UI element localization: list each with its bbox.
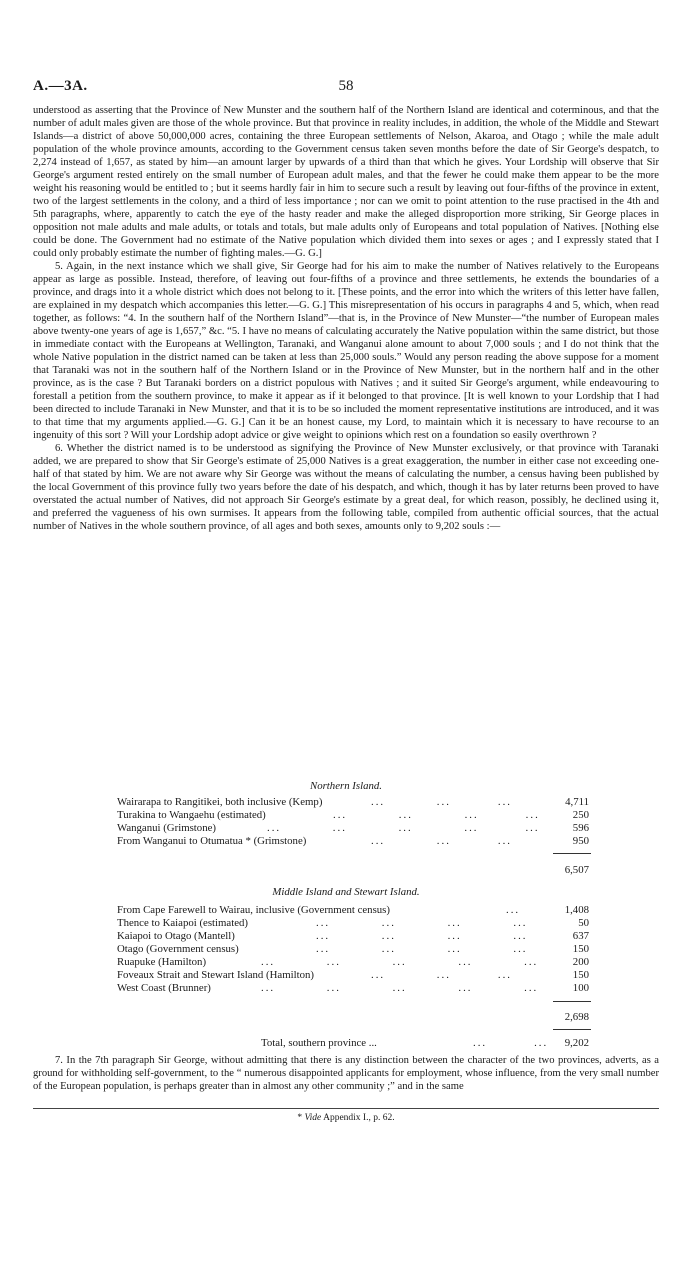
row-label: Wairarapa to Rangitikei, both inclusive (Kemp) xyxy=(117,796,323,808)
footnote-rule xyxy=(33,1108,659,1109)
section-heading-middle: Middle Island and Stewart Island. xyxy=(272,886,420,898)
subtotal-row xyxy=(33,864,659,878)
subtotal-row xyxy=(33,1011,659,1025)
document-page xyxy=(33,0,659,1267)
subtotal-rule xyxy=(553,1001,591,1002)
row-label: Wanganui (Grimstone) xyxy=(117,822,216,834)
footnote-vide: Vide xyxy=(304,1113,322,1123)
row-label: Foveaux Strait and Stewart Island (Hamilton) xyxy=(117,969,315,981)
section-heading-northern: Northern Island. xyxy=(310,780,382,792)
table-row: Ruapuke (Hamilton) ... ... ... ... ... 200 xyxy=(117,956,589,968)
paragraph-continued: understood as asserting that the Province of New Munster and the southern half of the Northern Island are identical and coterminous, and that the number of adult males given are those of the whole province. But that province in reality includes, in addition, the whole of the Middle and Stewart Islands—a district of above 50,000,000 acres, containing the three European settlements of Nelson, Akaroa, and Otago ; while the male adult population of the whole province amounts, according to the Government census taken seven months before the date of Sir George's despatch, to 2,274 instead of 1,657, as stated by him—an amount larger by upwards of a third than that which he gives. Your Lordship will observe that Sir George's argument rested entirely on the small number of European adult males, and that the fewer he could make them appear to be the more weight his reasoning would be entitled to ; but it seems hardly fair in him to secure such a result by leaving out four-fifths of the province in extent, two of the largest settlements in the colony, and a third of less importance ; nor can we omit to point attention to the ruse practised in the 4th and 5th paragraphs, where, apparently to catch the eye of the hasty reader and make the alleged disproportion more striking, Sir George places in opposition not male adults and male adults, or totals and totals, but male adults only of Europeans and total population of Natives. [Nothing else could be done. The Government had no estimate of the Native population which divided them into sexes or ages ; and I expressly stated that I could only probably estimate the number of fighting males.—G. G.] xyxy=(33,105,659,259)
subtotal-northern: 6,507 xyxy=(564,864,589,876)
table-row: Wairarapa to Rangitikei, both inclusive (Kemp) ... ... ... 4,711 xyxy=(117,796,589,808)
paragraph-7-text: 7. In the 7th paragraph Sir George, without admitting that there is any distinction between the character of the two provinces, adverts, as a ground for withholding self-government, to the “ numerous disappointed applicants for employment, whose influence, from the very small number of the European population, is perhaps greater than in almost any other community ;” and in the same xyxy=(33,1055,659,1092)
table-row: Otago (Government census) ... ... ... ... 150 xyxy=(117,943,589,955)
row-value: 950 xyxy=(572,835,589,847)
row-value: 200 xyxy=(572,956,589,968)
row-value: 100 xyxy=(572,982,589,994)
document-code: A.—3A. xyxy=(33,78,88,94)
table-row: From Wanganui to Otumatua * (Grimstone) ... ... ... 950 xyxy=(117,835,589,847)
row-label: From Wanganui to Otumatua * (Grimstone) xyxy=(117,835,307,847)
paragraph-5: 5. Again, in the next instance which we shall give, Sir George had for his aim to make the number of Natives relatively to the Europeans appear as large as possible. Instead, therefore, of leaving out four-fifths of a province and three settlements, he extends the boundaries of a province, and drags into it a whole district which does not belong to it. [These points, and the error into which the writers of this letter have fallen, are explained in my despatch which accompanies this letter.—G. G.] This misrepresentation of his occurs in paragraphs 4 and 5, which, when read together, as follows: “4. In the southern half of the Northern Island”—that is, in the Province of New Munster—“the number of European males above twenty-one years of age is 1,657,” &c. “5. I have no means of calculating accurately the Native population within the same district, but those in immediate contact with the Europeans at Wellington, Taranaki, and Wanganui alone amount to about 7,000 souls ; and I do not think that the whole Native population in the district named can be taken at less than 25,000 souls.” Would any person reading the above suppose for a moment that Taranaki was not in the southern half of the Northern Island or in the Province of New Munster, but in the northern half and in the other province, as is the case ? But Taranaki borders on a district populous with Natives ; and it suited Sir George's argument, while endeavouring to forestall a petition from the southern province, to make it appear as if it belonged to that province. [It is well known to your Lordship that I had been directed to include Taranaki in New Munster, and that it is to be so included the moment representative institutions are introduced, and it was to that time that my arguments applied.—G. G.] Can it be an honest cause, my Lord, to maintain which it is necessary to have recourse to an ingenuity of this sort ? Will your Lordship adopt advice or give weight to opinions which rest on a foundation so easily overthrown ? xyxy=(33,261,659,441)
table-row: West Coast (Brunner) ... ... ... ... ... 100 xyxy=(117,982,589,994)
table-row: Wanganui (Grimstone) ... ... ... ... ... 596 xyxy=(117,822,589,834)
page-header xyxy=(33,78,659,98)
subtotal-rule xyxy=(553,853,591,854)
table-row: From Cape Farewell to Wairau, inclusive (Government census) ... 1,408 xyxy=(117,904,589,916)
footnote xyxy=(33,1113,659,1123)
footnote-marker: * xyxy=(297,1113,305,1123)
paragraph-7 xyxy=(33,1054,659,1093)
table-row: Turakina to Wangaehu (estimated) ... ... ... ... 250 xyxy=(117,809,589,821)
table-row: Kaiapoi to Otago (Mantell) ... ... ... ... 637 xyxy=(117,930,589,942)
total-row: Total, southern province ... ... ... 9,202 xyxy=(261,1037,589,1049)
row-value: 250 xyxy=(572,809,589,821)
total-value: 9,202 xyxy=(564,1037,589,1049)
total-label: Total, southern province ... xyxy=(261,1037,377,1049)
row-value: 50 xyxy=(578,917,589,929)
row-value: 150 xyxy=(572,943,589,955)
row-label: From Cape Farewell to Wairau, inclusive (Government census) xyxy=(117,904,390,916)
row-label: Ruapuke (Hamilton) xyxy=(117,956,207,968)
total-rule xyxy=(553,1029,591,1030)
body-text xyxy=(33,104,659,533)
row-label: Thence to Kaiapoi (estimated) xyxy=(117,917,249,929)
row-label: Kaiapoi to Otago (Mantell) xyxy=(117,930,235,942)
paragraph-6: 6. Whether the district named is to be understood as signifying the Province of New Munster exclusively, or that province with Taranaki added, we are prepared to show that Sir George's estimate of 25,000 Natives is a great exaggeration, the number in either case not exceeding one-half of that stated by him. We are not aware why Sir George was without the means of calculating the number, a census having been published by the local Government of this province fully two years before the date of his despatch, and which, though it has by later returns been proved to have overstated the actual number of Natives, did not approach Sir George's estimate by a great deal, for which reason, possibly, he declined using it, and preferred the vagueness of his own surmises. It appears from the following table, compiled from authentic official sources, that the actual number of Natives in the whole southern province, of all ages and both sexes, amounts only to 9,202 souls :— xyxy=(33,443,659,532)
row-value: 596 xyxy=(572,822,589,834)
row-value: 1,408 xyxy=(564,904,589,916)
table-row: Thence to Kaiapoi (estimated) ... ... ... ... 50 xyxy=(117,917,589,929)
page-number: 58 xyxy=(338,78,354,94)
row-value: 4,711 xyxy=(565,796,589,808)
footnote-text: Appendix I., p. 62. xyxy=(321,1113,395,1123)
row-label: Turakina to Wangaehu (estimated) xyxy=(117,809,266,821)
subtotal-middle: 2,698 xyxy=(564,1011,589,1023)
row-value: 150 xyxy=(572,969,589,981)
table-row: Foveaux Strait and Stewart Island (Hamilton) ... ... ... 150 xyxy=(117,969,589,981)
row-label: West Coast (Brunner) xyxy=(117,982,211,994)
row-label: Otago (Government census) xyxy=(117,943,239,955)
row-value: 637 xyxy=(572,930,589,942)
